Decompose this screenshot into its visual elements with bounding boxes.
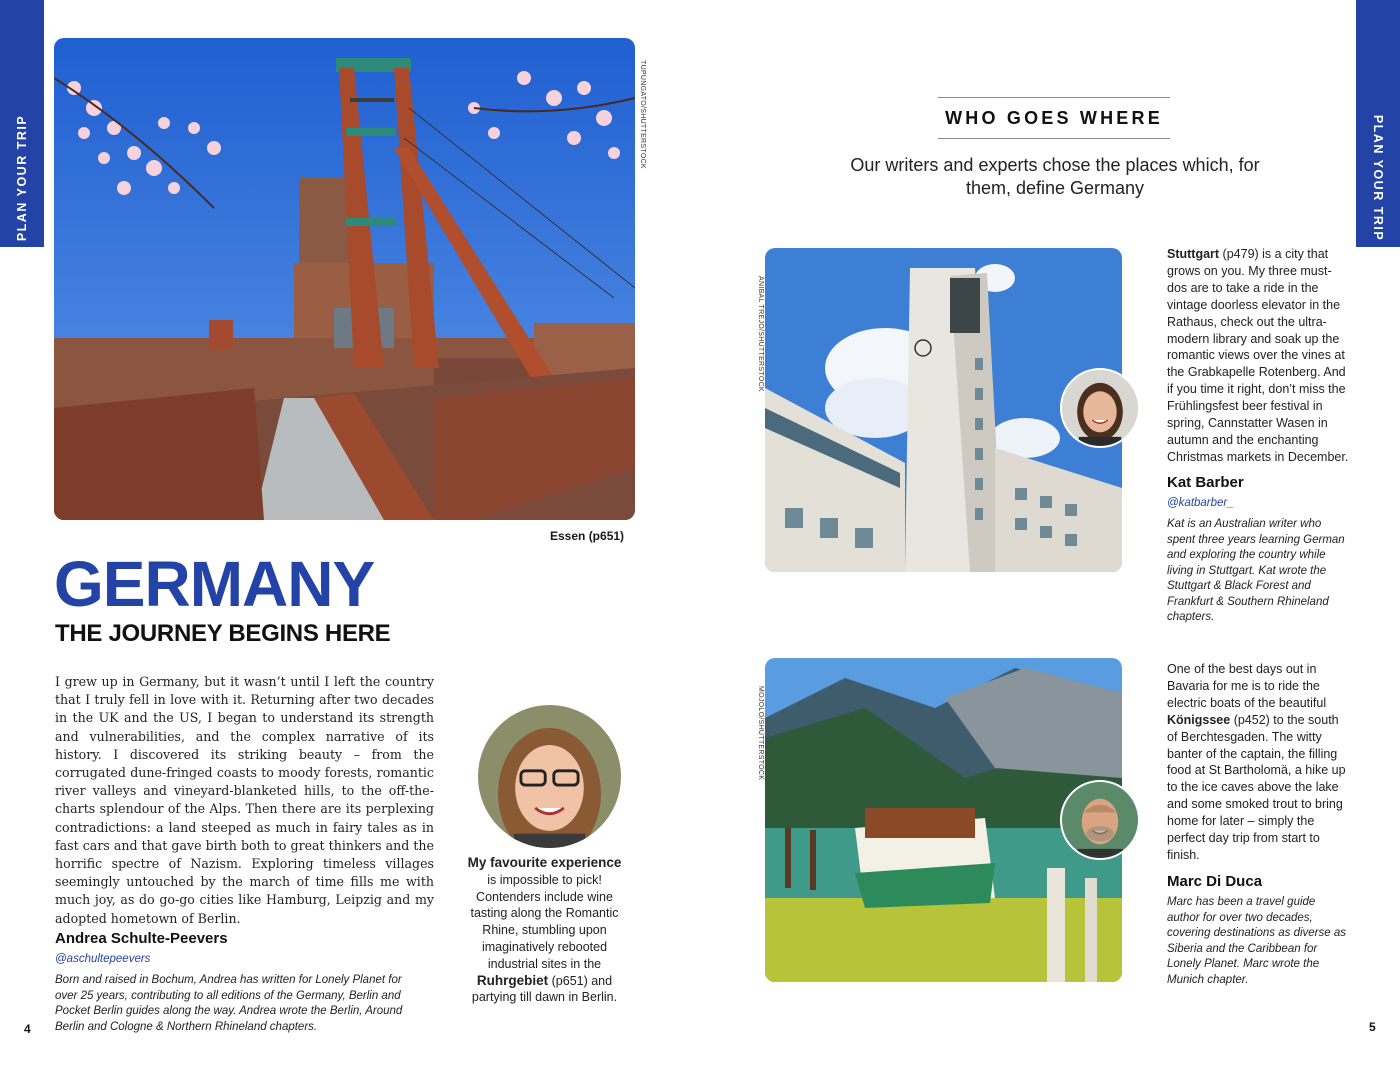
favourite-text: is impossible to pick! Contenders include wine tasting along the Romantic Rhine, stumbling upon imaginatively rebooted industrial sites in the bbox=[470, 872, 619, 971]
author-avatar bbox=[1060, 780, 1140, 860]
stuttgart-text bbox=[1167, 246, 1351, 466]
photo-caption: Essen (p651) bbox=[550, 529, 625, 543]
author-avatar bbox=[478, 705, 621, 848]
author-name: Marc Di Duca bbox=[1167, 873, 1263, 890]
author-bio: Kat is an Australian writer who spent three years learning German and exploring the country while living in Stuttgart. Kat wrote the Stuttgart & Black Forest and Frankfurt & Southern Rhineland chapters. bbox=[1167, 518, 1345, 623]
koenigssee-body: (p452) to the south of Berchtesgaden. The witty banter of the captain, the filling food at St Bartholomä, a hike up to the ice caves above the lake and some smoked trout to bring home for later – simply the perfect day trip from start to finish. bbox=[1167, 712, 1346, 862]
place-name: Stuttgart bbox=[1167, 247, 1220, 261]
author-name: Andrea Schulte-Peevers bbox=[55, 930, 228, 947]
photo-credit: TUPUNGATO/SHUTTERSTOCK bbox=[639, 60, 646, 169]
section-tab-left bbox=[0, 0, 44, 247]
page-title: GERMANY bbox=[54, 548, 375, 620]
photo-credit: MOJOLO/SHUTTERSTOCK bbox=[757, 686, 764, 781]
section-tab-label: PLAN YOUR TRIP bbox=[1371, 114, 1385, 242]
favourite-experience-text bbox=[463, 855, 626, 1006]
section-heading: WHO GOES WHERE bbox=[938, 97, 1170, 139]
author-avatar bbox=[1060, 368, 1140, 448]
author-bio: Born and raised in Bochum, Andrea has written for Lonely Planet for over 25 years, contributing to all editions of the Germany, Berlin and Pocket Berlin guides along the way. Andrea wrote the Berlin, Around Berlin and Cologne & Northern Rhineland chapters. bbox=[55, 974, 403, 1033]
section-tab-right bbox=[1356, 0, 1400, 247]
favourite-heading: My favourite experience bbox=[467, 855, 622, 870]
hero-photo-essen bbox=[54, 38, 635, 520]
koenigssee-body: One of the best days out in Bavaria for me is to ride the electric boats of the beautiful bbox=[1167, 662, 1327, 710]
page-number-left: 4 bbox=[24, 1022, 31, 1036]
koenigssee-text bbox=[1167, 661, 1351, 864]
author-handle: @katbarber_ bbox=[1167, 497, 1234, 509]
favourite-text: (p651) and partying till dawn in Berlin. bbox=[471, 973, 618, 1005]
place-name: Königssee bbox=[1167, 712, 1231, 727]
author-name: Kat Barber bbox=[1167, 474, 1244, 491]
photo-credit: ANIBAL TREJO/SHUTTERSTOCK bbox=[757, 276, 764, 392]
section-subheading: Our writers and experts chose the places which, for them, define Germany bbox=[850, 155, 1260, 198]
intro-paragraph: I grew up in Germany, but it wasn’t until I left the country that I truly fell in love with it. Returning after two decades in the UK and the US, I began to understand its strength and vulnerabilities, and the complex narrative of its history. I discovered its striking beauty – from the corrugated dune-fringed coasts to moody forests, romantic river valleys and vineyard-blanketed hills, to the off-the-charts splendour of the Alps. Then there are its perplexing contradictions: a land steeped as much in fairy tales as in fast cars and that gave birth both to great thinkers and the horrific spectre of Nazism. Exploring timeless villages seemingly untouched by the march of time fills me with much joy, as do go-go cities like Hamburg, Leipzig and my adopted hometown of Berlin. bbox=[55, 674, 434, 926]
author-handle: @aschultepeevers bbox=[55, 953, 151, 965]
favourite-place: Ruhrgebiet bbox=[476, 972, 549, 988]
stuttgart-body: (p479) is a city that grows on you. My three must-dos are to take a ride in the vintage doorless elevator in the Rathaus, check out the ultra-modern library and soak up the romantic views over the vines at the Grabkapelle Rotenberg. And if you time it right, don’t miss the Frühlingsfest beer festival in spring, Cannstatter Wasen in autumn and the enchanting Christmas markets in December. bbox=[1167, 247, 1349, 464]
page-number-right: 5 bbox=[1369, 1020, 1376, 1034]
section-tab-label: PLAN YOUR TRIP bbox=[15, 114, 29, 242]
page-subtitle: THE JOURNEY BEGINS HERE bbox=[55, 620, 391, 647]
author-bio: Marc has been a travel guide author for over two decades, covering destinations as diverse as Siberia and the Caribbean for Lonely Planet. Marc wrote the Munich chapter. bbox=[1167, 896, 1346, 986]
